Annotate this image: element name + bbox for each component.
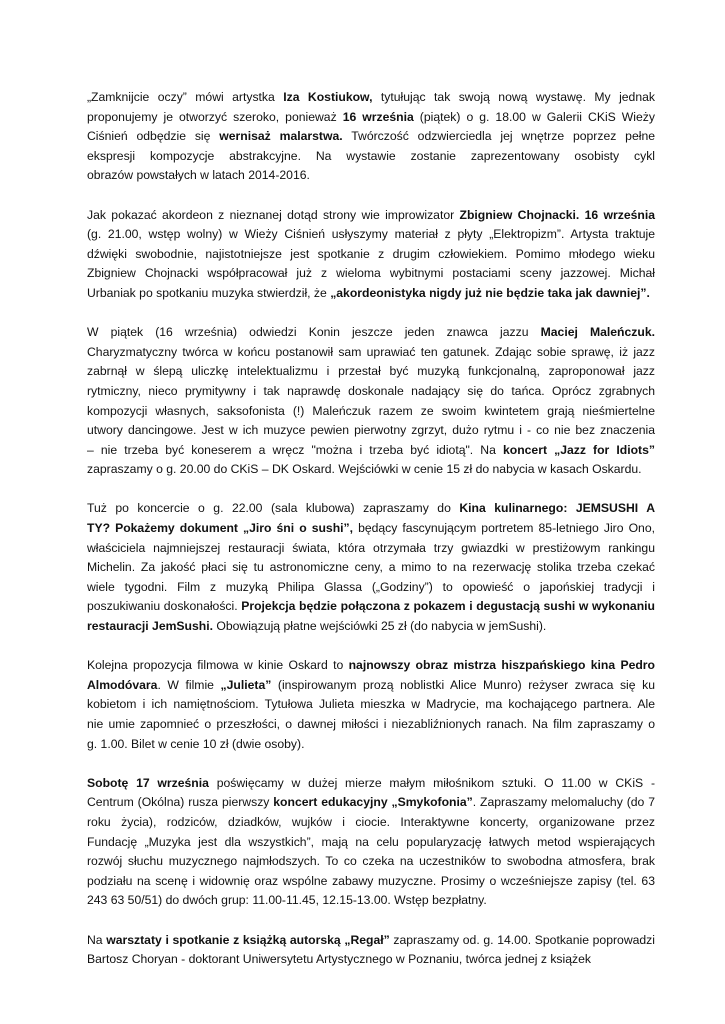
bold-text-run: „akordeonistyka nigdy już nie będzie taka jak dawniej”. xyxy=(330,285,650,300)
text-run: kompozycji własnych, saksofonista (!) Maleńczuk razem ze swoim kwintetem grają nieśmiertelne xyxy=(87,403,655,418)
text-line xyxy=(87,499,655,519)
text-run: dźwięki swobodnie, najistotniejsze jest spotkanie z drugim człowiekiem. Pomimo młodego wieku xyxy=(87,246,655,261)
text-line xyxy=(87,127,655,147)
text-line xyxy=(87,774,655,794)
text-run: nie umie zapomnieć o przeszłości, o dawnej miłości i niezabliźnionych ranach. Na film zapraszamy o xyxy=(87,717,655,731)
text-line xyxy=(87,676,655,696)
text-line xyxy=(87,617,655,637)
bold-text-run: koncert edukacyjny „Smykofonia” xyxy=(273,795,473,810)
text-run: tytułując tak swoją nową wystawę. My jednak xyxy=(372,90,655,104)
text-line xyxy=(87,852,655,872)
text-run: W piątek (16 września) odwiedzi Konin jeszcze jeden znawca jazzu xyxy=(87,325,541,340)
bold-text-run: Almodóvara xyxy=(87,677,158,692)
text-line xyxy=(87,656,655,676)
text-run: podziału na scenę i widownię oraz wspólne zabawy muzyczne. Prosimy o wcześniejsze zapisy (tel. 63 xyxy=(87,873,655,888)
bold-text-run: Kina kulinarnego: JEMSUSHI A xyxy=(459,501,656,516)
bold-text-run: Iza Kostiukow, xyxy=(283,90,373,104)
text-run: 243 63 50/51) do dwóch grup: 11.00-11.45, 12.15-13.00. Wstęp bezpłatny. xyxy=(87,893,487,908)
text-line xyxy=(87,539,655,559)
text-line xyxy=(87,519,655,539)
text-run: Ciśnień odbędzie się xyxy=(87,129,220,144)
bold-text-run: „Julieta” xyxy=(220,677,272,692)
text-run: Fundację „Muzyka jest dla wszystkich”, mają na celu popularyzację łatwych metod wspierających xyxy=(87,834,655,849)
text-line xyxy=(87,108,655,128)
bold-text-run: TY? Pokażemy dokument „Jiro śni o sushi”, xyxy=(87,521,354,536)
text-line xyxy=(87,695,655,715)
paragraph xyxy=(87,931,655,970)
text-line xyxy=(87,225,655,245)
text-run: Michelin. Za jakość płaci się tu astronomiczne ceny, a mimo to na rezerwację stolika trzeba czekać xyxy=(87,560,655,575)
text-line xyxy=(87,323,655,343)
text-run: zabrnął w ślepą uliczkę intelektualizmu i przestał być muzyką funkcjonalną, zaproponował jazz xyxy=(87,364,655,379)
text-run: poświęcamy w dużej mierze małym miłośnikom sztuki. O 11.00 w CKiS - xyxy=(208,775,655,790)
paragraph xyxy=(87,499,655,636)
text-run: obrazów powstałych w latach 2014-2016. xyxy=(87,168,310,183)
paragraph xyxy=(87,206,655,304)
text-run: Twórczość odzwierciedla jej wnętrze poprzez pełne xyxy=(342,129,656,144)
text-line xyxy=(87,147,655,167)
text-run: ekspresji kompozycje abstrakcyjne. Na wystawie zostanie zaprezentowany osobisty cykl xyxy=(87,148,655,163)
text-run: rozwój słuchu muzycznego najmłodszych. To co czeka na uczestników to swobodna atmosfera, brak xyxy=(87,854,655,869)
text-run: kobietom i ich namiętnościom. Tytułowa Julieta mieszka w Madrycie, ma kochającego partnera. Ale xyxy=(87,697,655,712)
text-line xyxy=(87,833,655,853)
text-line xyxy=(87,872,655,892)
text-run: wiele tygodni. Film z muzyką Philipa Glassa („Godziny”) to opowieść o japońskiej tradycji i xyxy=(87,579,655,594)
text-line xyxy=(87,421,655,441)
text-run: Zbigniew Chojnacki współpracował już z wieloma wybitnymi postaciami sceny jazzowej. Michał xyxy=(87,266,655,281)
text-run: zapraszamy od. g. 14.00. Spotkanie poprowadzi xyxy=(389,932,655,947)
bold-text-run: koncert „Jazz for Idiots” xyxy=(502,442,655,457)
text-run: Obowiązują płatne wejściówki 25 zł (do nabycia w jemSushi). xyxy=(213,619,547,634)
text-run: zapraszamy o g. 20.00 do CKiS – DK Oskard. Wejściówki w cenie 15 zł do nabycia w kasach Oskardu. xyxy=(87,462,642,477)
bold-text-run: wernisaż malarstwa. xyxy=(219,129,343,144)
paragraph xyxy=(87,774,655,911)
bold-text-run: warsztaty i spotkanie z książką autorską „Regał” xyxy=(106,932,390,947)
text-line xyxy=(87,813,655,833)
paragraph xyxy=(87,88,655,186)
text-line xyxy=(87,597,655,617)
text-run: (inspirowanym prozą noblistki Alice Munro) reżyser zwraca się ku xyxy=(271,677,655,692)
text-line xyxy=(87,793,655,813)
bold-text-run: 16 września xyxy=(342,109,414,124)
text-line xyxy=(87,284,655,304)
text-run: Kolejna propozycja filmowa w kinie Oskard to xyxy=(87,658,349,673)
text-line xyxy=(87,891,655,911)
text-run: Charyzmatyczny twórca w końcu postanowił sam uprawiać ten gatunek. Zdając sobie sprawę, iż jazz xyxy=(87,344,655,359)
text-run: . Zapraszamy melomaluchy (do 7 xyxy=(472,795,655,810)
text-line xyxy=(87,362,655,382)
text-line xyxy=(87,950,655,970)
bold-text-run: restauracji JemSushi. xyxy=(87,619,213,634)
text-line xyxy=(87,382,655,402)
text-line xyxy=(87,578,655,598)
text-line xyxy=(87,558,655,578)
document-page xyxy=(87,88,655,970)
text-run: roku życia), rodziców, dziadków, wujków i ciocie. Interaktywne koncerty, organizowane przez xyxy=(87,814,655,829)
bold-text-run: Zbigniew Chojnacki. 16 września xyxy=(459,207,655,222)
text-run: g. 1.00. Bilet w cenie 10 zł (dwie osoby). xyxy=(87,736,305,751)
text-line xyxy=(87,715,655,735)
bold-text-run: najnowszy obraz mistrza hiszpańskiego kina Pedro xyxy=(348,658,655,673)
paragraph xyxy=(87,656,655,754)
text-run: Na xyxy=(87,932,107,947)
text-line xyxy=(87,460,655,480)
text-run: Tuż po koncercie o g. 22.00 (sala klubowa) zapraszamy do xyxy=(87,501,460,516)
text-line xyxy=(87,166,655,186)
text-line xyxy=(87,343,655,363)
text-line xyxy=(87,402,655,422)
text-line xyxy=(87,88,655,108)
bold-text-run: Maciej Maleńczuk. xyxy=(540,325,655,340)
text-run: . W filmie xyxy=(157,677,221,692)
text-run: poszukiwaniu doskonałości. xyxy=(87,599,242,614)
text-run: właściciela najmniejszej restauracji świata, która otrzymała trzy gwiazdki w prestiżowym rankingu xyxy=(87,540,655,555)
text-run: utwory dancingowe. Jest w ich muzyce pewien pierwotny zgrzyt, dużo rytmu i - co nie bez znaczenia xyxy=(87,423,655,438)
text-run: – nie trzeba być koneserem a wręcz "można i trzeba być idiotą". Na xyxy=(87,442,503,457)
text-run: Bartosz Choryan - doktorant Uniwersytetu Artystycznego w Poznaniu, twórca jednej z książek xyxy=(87,952,591,967)
text-run: Jak pokazać akordeon z nieznanej dotąd strony wie improwizator xyxy=(87,207,460,222)
bold-text-run: Sobotę 17 września xyxy=(87,775,209,790)
text-line xyxy=(87,735,655,755)
text-line xyxy=(87,245,655,265)
text-line xyxy=(87,264,655,284)
text-run: proponujemy je otworzyć szeroko, ponieważ xyxy=(87,109,343,124)
paragraph xyxy=(87,323,655,480)
text-run: Centrum (Okólna) rusza pierwszy xyxy=(87,795,274,810)
text-run: będący fascynującym portretem 85-letniego Jiro Ono, xyxy=(353,521,655,536)
text-line xyxy=(87,931,655,951)
bold-text-run: Projekcja będzie połączona z pokazem i degustacją sushi w wykonaniu xyxy=(241,599,655,614)
text-run: „Zamknijcie oczy” mówi artystka xyxy=(87,90,284,104)
text-run: (piątek) o g. 18.00 w Galerii CKiS Wieży xyxy=(413,109,655,124)
text-run: rytmiczny, nieco prymitywny i tak naprawdę doskonale nadający się do tańca. Oprócz zgrabnych xyxy=(87,383,655,398)
text-run: Urbaniak po spotkaniu muzyka stwierdził, że xyxy=(87,285,331,300)
text-line xyxy=(87,441,655,461)
text-run: (g. 21.00, wstęp wolny) w Wieży Ciśnień usłyszymy materiał z płyty „Elektropizm”. Artysta traktuje xyxy=(87,227,655,242)
text-line xyxy=(87,206,655,226)
